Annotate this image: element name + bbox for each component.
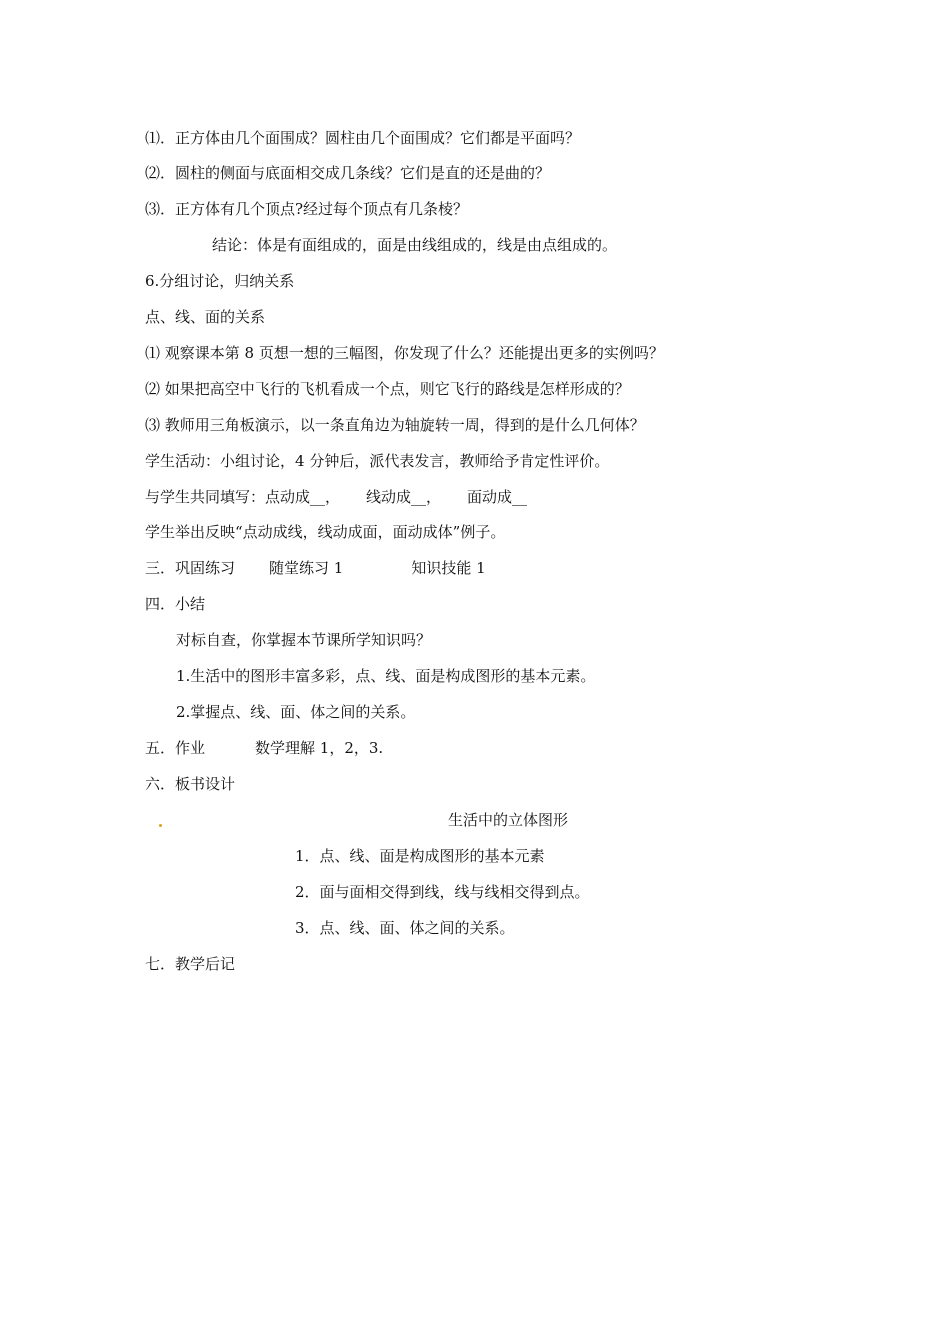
question-2: ⑵．圆柱的侧面与底面相交成几条线？它们是直的还是曲的？ <box>145 164 551 182</box>
student-activity: 学生活动：小组讨论，4 分钟后，派代表发言，教师给予肯定性评价。 <box>145 452 610 470</box>
fill-surface: 面动成__ <box>467 488 528 506</box>
board-title: 生活中的立体图形 <box>448 811 569 829</box>
practice-1: 随堂练习 1 <box>269 559 344 577</box>
section-6b-heading: 六．板书设计 <box>145 775 236 793</box>
board-item-1: 1．点、线、面是构成图形的基本元素 <box>295 847 545 865</box>
question-3: ⑶．正方体有几个顶点?经过每个顶点有几条棱？ <box>145 200 469 218</box>
section-5-line <box>145 738 383 758</box>
student-example: 学生举出反映“点动成线，线动成面，面动成体”例子。 <box>145 523 506 541</box>
section-7-heading: 七．教学后记 <box>145 955 236 973</box>
self-check: 对标自查，你掌握本节课所学知识吗？ <box>176 631 432 649</box>
conclusion: 结论：体是有面组成的，面是由线组成的，线是由点组成的。 <box>212 236 618 254</box>
board-item-2: 2．面与面相交得到线，线与线相交得到点。 <box>295 883 590 901</box>
section-3-heading: 三．巩固练习 <box>145 559 236 577</box>
relation-item-3: ⑶ 教师用三角板演示，以一条直角边为轴旋转一周，得到的是什么几何体？ <box>145 416 645 434</box>
summary-1: 1.生活中的图形丰富多彩，点、线、面是构成图形的基本元素。 <box>176 667 596 685</box>
section-3-line <box>145 558 486 578</box>
section-5-heading: 五．作业 <box>145 739 206 757</box>
fill-point: 与学生共同填写：点动成__， <box>145 488 341 506</box>
skills-1: 知识技能 1 <box>411 559 486 577</box>
section-6-heading: 6.分组讨论，归纳关系 <box>145 272 295 290</box>
homework: 数学理解 1，2，3. <box>255 739 384 757</box>
section-4-heading: 四．小结 <box>145 595 206 613</box>
mark-dot <box>159 824 162 827</box>
fill-line: 线动成__， <box>366 488 442 506</box>
relation-item-2: ⑵ 如果把高空中飞行的飞机看成一个点，则它飞行的路线是怎样形成的？ <box>145 380 630 398</box>
fill-in-line <box>145 487 527 507</box>
relation-heading: 点、线、面的关系 <box>145 308 266 326</box>
summary-2: 2.掌握点、线、面、体之间的关系。 <box>176 703 416 721</box>
question-1: ⑴．正方体由几个面围成？圆柱由几个面围成？它们都是平面吗？ <box>145 129 581 147</box>
relation-item-1: ⑴ 观察课本第 8 页想一想的三幅图，你发现了什么？还能提出更多的实例吗？ <box>145 344 664 362</box>
board-item-3: 3．点、线、面、体之间的关系。 <box>295 919 515 937</box>
